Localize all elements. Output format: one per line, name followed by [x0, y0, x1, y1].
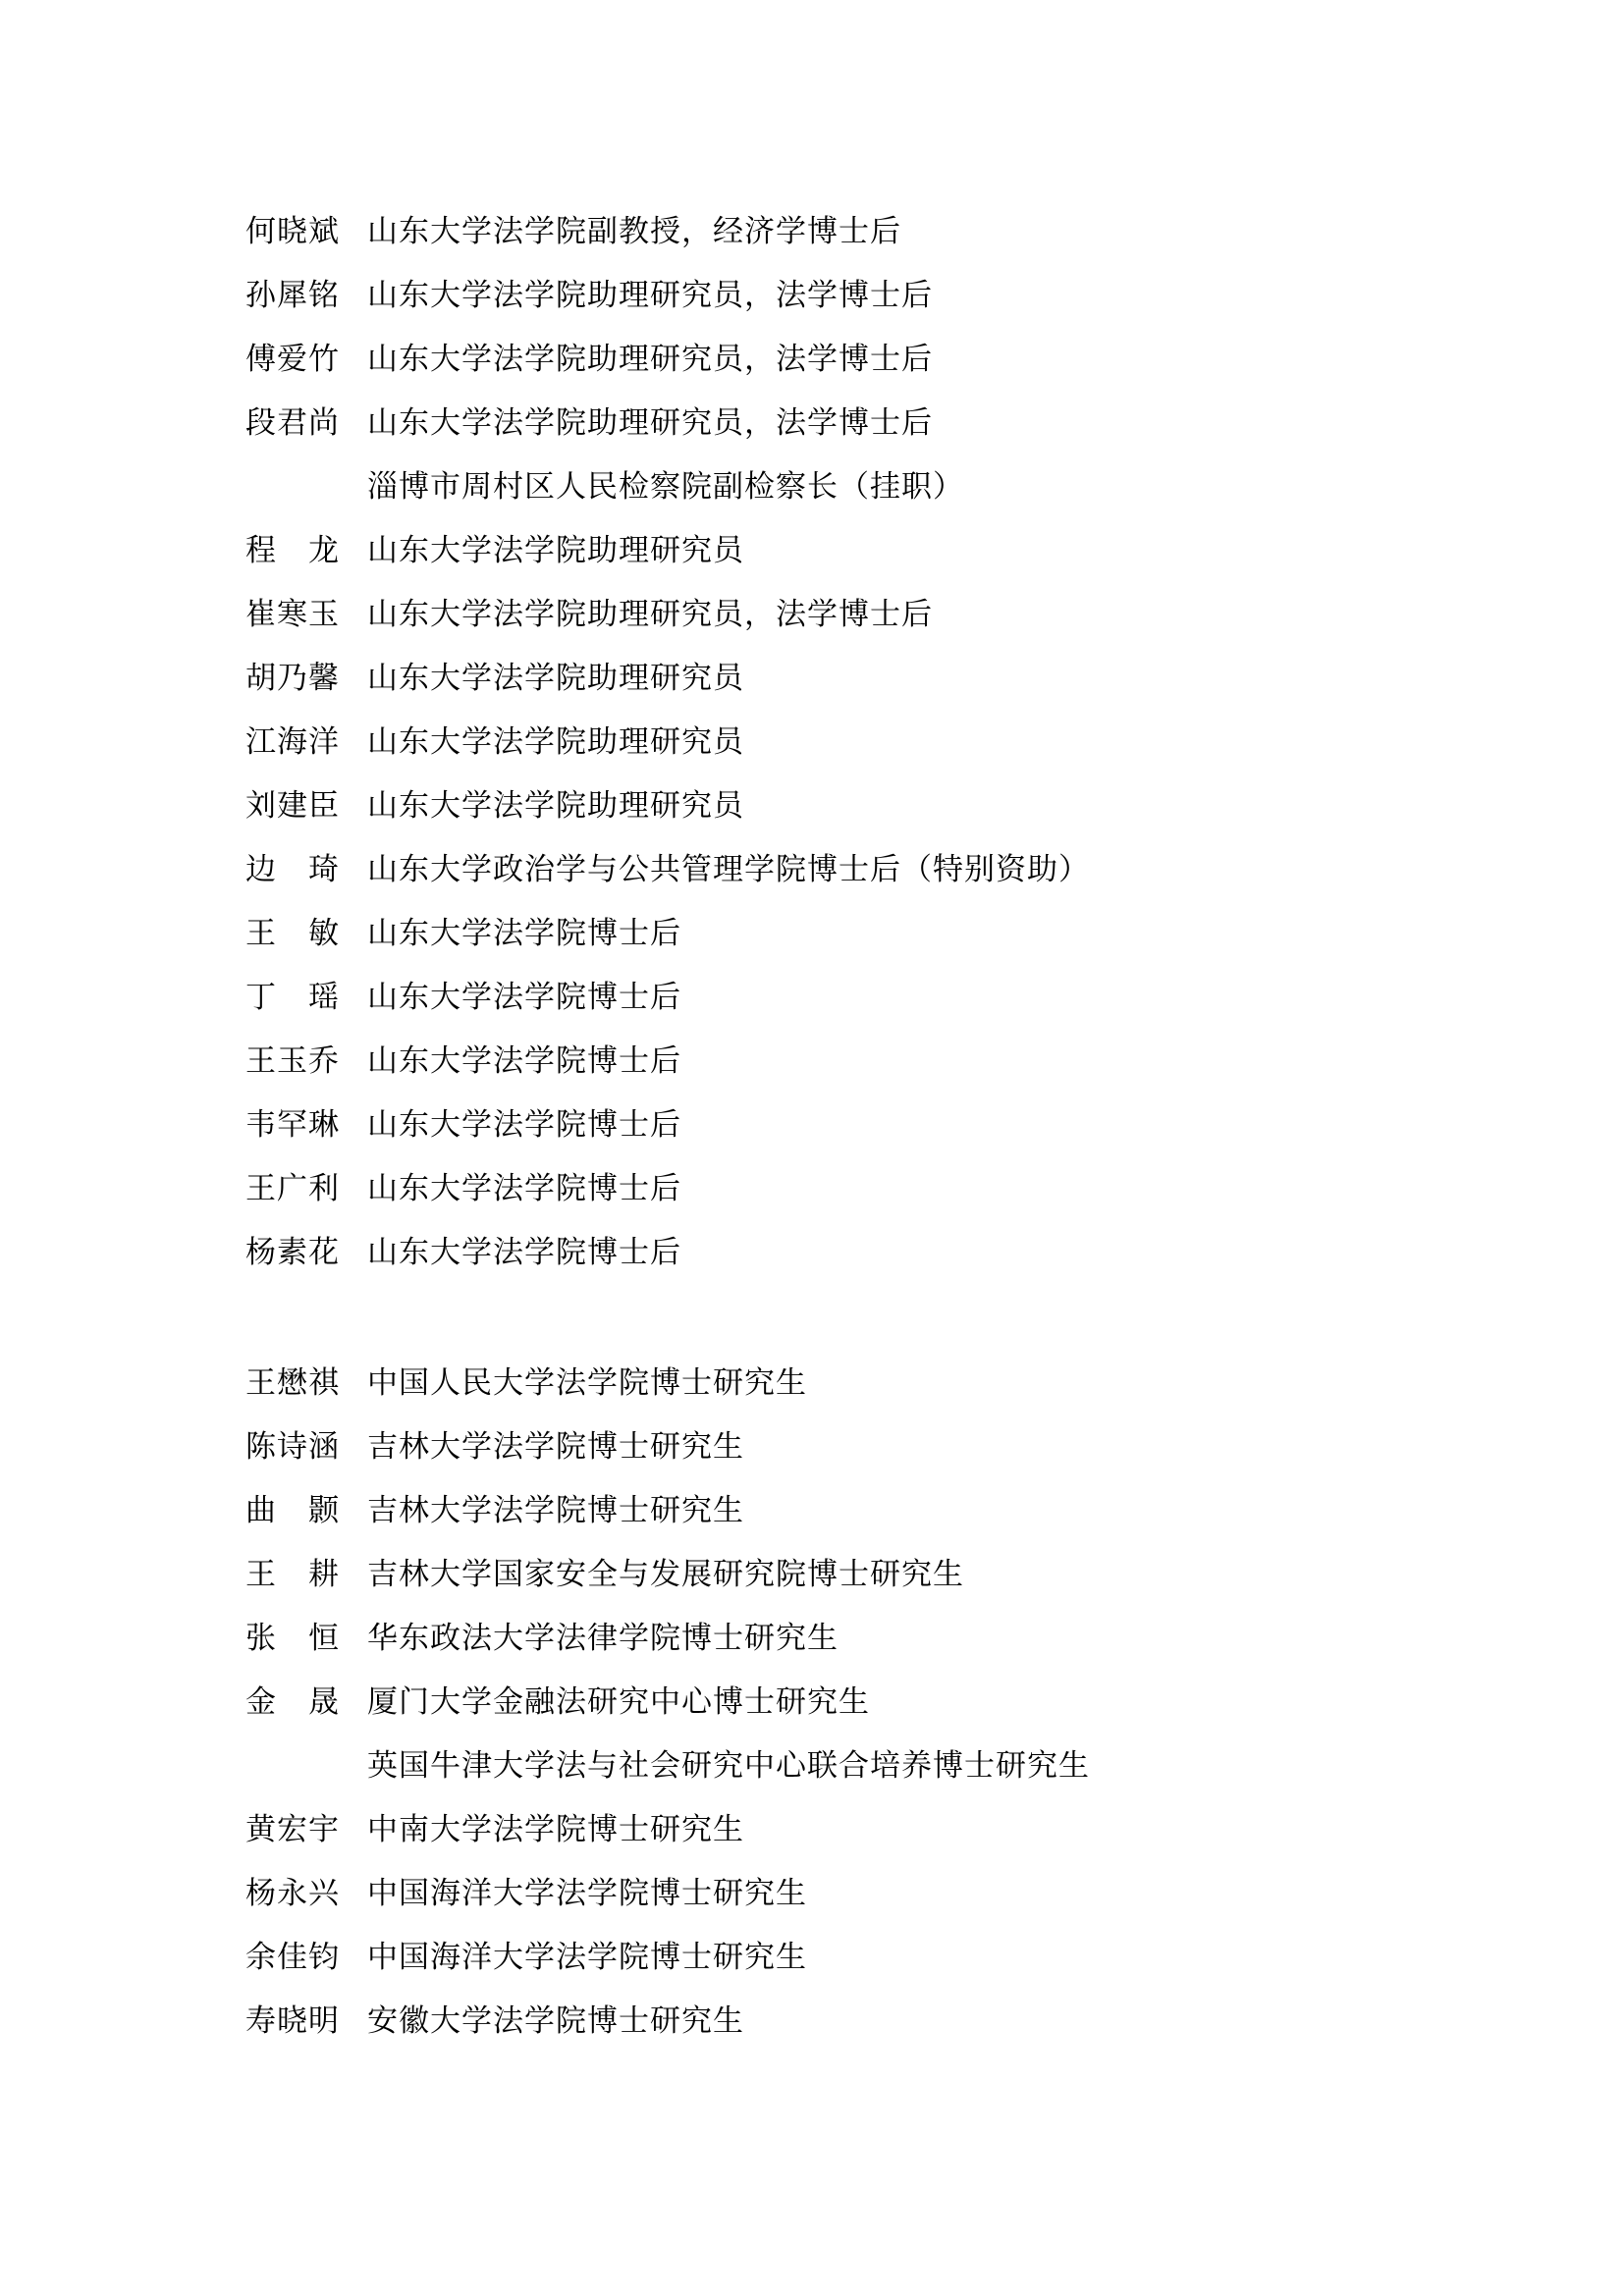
affiliation-lines: [367, 391, 964, 518]
person-entry: [245, 710, 1090, 774]
affiliation-line: 山东大学法学院副教授，经济学博士后: [367, 214, 901, 248]
person-name: 王 敏: [245, 916, 340, 950]
person-name: 余佳钧: [245, 1940, 340, 1974]
name-list: [245, 199, 1090, 2053]
affiliation-line: 山东大学法学院博士后: [367, 1107, 681, 1142]
affiliation-lines: [367, 1029, 681, 1093]
person-entry: [245, 1478, 1090, 1542]
affiliation-lines: [367, 1093, 681, 1156]
affiliation-lines: [367, 1220, 681, 1284]
affiliation-lines: [367, 1351, 807, 1415]
affiliation-lines: [367, 582, 933, 646]
person-name: 江海洋: [245, 724, 340, 759]
person-entry: [245, 1797, 1090, 1861]
affiliation-line: 山东大学法学院博士后: [367, 1235, 681, 1269]
person-name: 杨永兴: [245, 1876, 340, 1910]
affiliation-line: 山东大学法学院博士后: [367, 980, 681, 1014]
person-entry: [245, 1156, 1090, 1220]
person-name: 丁 瑶: [245, 980, 340, 1014]
person-entry: [245, 391, 1090, 518]
affiliation-line: 山东大学法学院助理研究员，法学博士后: [367, 597, 933, 631]
person-entry: [245, 582, 1090, 646]
affiliation-line: 山东大学法学院助理研究员，法学博士后: [367, 405, 933, 440]
affiliation-lines: [367, 263, 933, 327]
person-name: 王广利: [245, 1171, 340, 1205]
person-entry: [245, 1415, 1090, 1478]
person-name: 傅爱竹: [245, 342, 340, 376]
affiliation-lines: [367, 518, 744, 582]
affiliation-line: 山东大学法学院助理研究员: [367, 533, 744, 567]
affiliation-line: 山东大学法学院助理研究员，法学博士后: [367, 342, 933, 376]
affiliation-lines: [367, 199, 901, 263]
affiliation-lines: [367, 837, 1090, 901]
person-name: 刘建臣: [245, 788, 340, 823]
affiliation-lines: [367, 1542, 964, 1606]
person-entry: [245, 965, 1090, 1029]
person-entry: [245, 837, 1090, 901]
person-entry: [245, 1093, 1090, 1156]
person-name: 金 晟: [245, 1684, 340, 1719]
entries-group-researchers-postdocs: [245, 199, 1090, 1284]
person-entry: [245, 1029, 1090, 1093]
affiliation-line: 厦门大学金融法研究中心博士研究生: [367, 1684, 870, 1719]
person-entry: [245, 199, 1090, 263]
affiliation-line: 吉林大学法学院博士研究生: [367, 1429, 744, 1464]
affiliation-line: 吉林大学国家安全与发展研究院博士研究生: [367, 1557, 964, 1591]
person-entry: [245, 1670, 1090, 1797]
affiliation-line: 淄博市周村区人民检察院副检察长（挂职）: [367, 469, 964, 504]
affiliation-line: 山东大学法学院博士后: [367, 1171, 681, 1205]
affiliation-line: 山东大学法学院助理研究员: [367, 661, 744, 695]
affiliation-line: 山东大学法学院博士后: [367, 916, 681, 950]
person-entry: [245, 646, 1090, 710]
affiliation-line: 华东政法大学法律学院博士研究生: [367, 1621, 839, 1655]
person-name: 胡乃馨: [245, 661, 340, 695]
affiliation-line: 安徽大学法学院博士研究生: [367, 2003, 744, 2038]
person-name: 黄宏宇: [245, 1812, 340, 1846]
person-entry: [245, 1542, 1090, 1606]
person-name: 边 琦: [245, 852, 340, 886]
person-entry: [245, 1861, 1090, 1925]
person-entry: [245, 1351, 1090, 1415]
affiliation-lines: [367, 965, 681, 1029]
affiliation-line: 中国人民大学法学院博士研究生: [367, 1365, 807, 1400]
person-name: 寿晓明: [245, 2003, 340, 2038]
person-name: 孙犀铭: [245, 278, 340, 312]
person-name: 王 耕: [245, 1557, 340, 1591]
affiliation-lines: [367, 1156, 681, 1220]
affiliation-lines: [367, 1861, 807, 1925]
person-entry: [245, 263, 1090, 327]
affiliation-line: 英国牛津大学法与社会研究中心联合培养博士研究生: [367, 1748, 1090, 1783]
affiliation-lines: [367, 1670, 1090, 1797]
person-entry: [245, 1925, 1090, 1989]
affiliation-lines: [367, 1925, 807, 1989]
affiliation-lines: [367, 901, 681, 965]
affiliation-line: 山东大学政治学与公共管理学院博士后（特别资助）: [367, 852, 1090, 886]
affiliation-line: 吉林大学法学院博士研究生: [367, 1493, 744, 1527]
affiliation-lines: [367, 1797, 744, 1861]
affiliation-line: 山东大学法学院助理研究员: [367, 724, 744, 759]
affiliation-line: 中南大学法学院博士研究生: [367, 1812, 744, 1846]
person-name: 段君尚: [245, 405, 340, 440]
affiliation-lines: [367, 327, 933, 391]
affiliation-line: 中国海洋大学法学院博士研究生: [367, 1940, 807, 1974]
affiliation-lines: [367, 646, 744, 710]
person-name: 崔寒玉: [245, 597, 340, 631]
affiliation-lines: [367, 1606, 839, 1670]
person-name: 韦罕琳: [245, 1107, 340, 1142]
person-entry: [245, 774, 1090, 837]
person-name: 程 龙: [245, 533, 340, 567]
person-name: 曲 颢: [245, 1493, 340, 1527]
person-name: 王懋祺: [245, 1365, 340, 1400]
affiliation-line: 中国海洋大学法学院博士研究生: [367, 1876, 807, 1910]
person-entry: [245, 1220, 1090, 1284]
affiliation-lines: [367, 1478, 744, 1542]
person-name: 王玉乔: [245, 1043, 340, 1078]
affiliation-line: 山东大学法学院博士后: [367, 1043, 681, 1078]
person-entry: [245, 1606, 1090, 1670]
person-entry: [245, 901, 1090, 965]
person-name: 何晓斌: [245, 214, 340, 248]
affiliation-lines: [367, 710, 744, 774]
affiliation-lines: [367, 1989, 744, 2053]
person-entry: [245, 518, 1090, 582]
person-entry: [245, 327, 1090, 391]
person-name: 杨素花: [245, 1235, 340, 1269]
person-name: 陈诗涵: [245, 1429, 340, 1464]
person-entry: [245, 1989, 1090, 2053]
affiliation-line: 山东大学法学院助理研究员: [367, 788, 744, 823]
affiliation-line: 山东大学法学院助理研究员，法学博士后: [367, 278, 933, 312]
affiliation-lines: [367, 774, 744, 837]
person-name: 张 恒: [245, 1621, 340, 1655]
affiliation-lines: [367, 1415, 744, 1478]
entries-group-phd-students: [245, 1351, 1090, 2053]
